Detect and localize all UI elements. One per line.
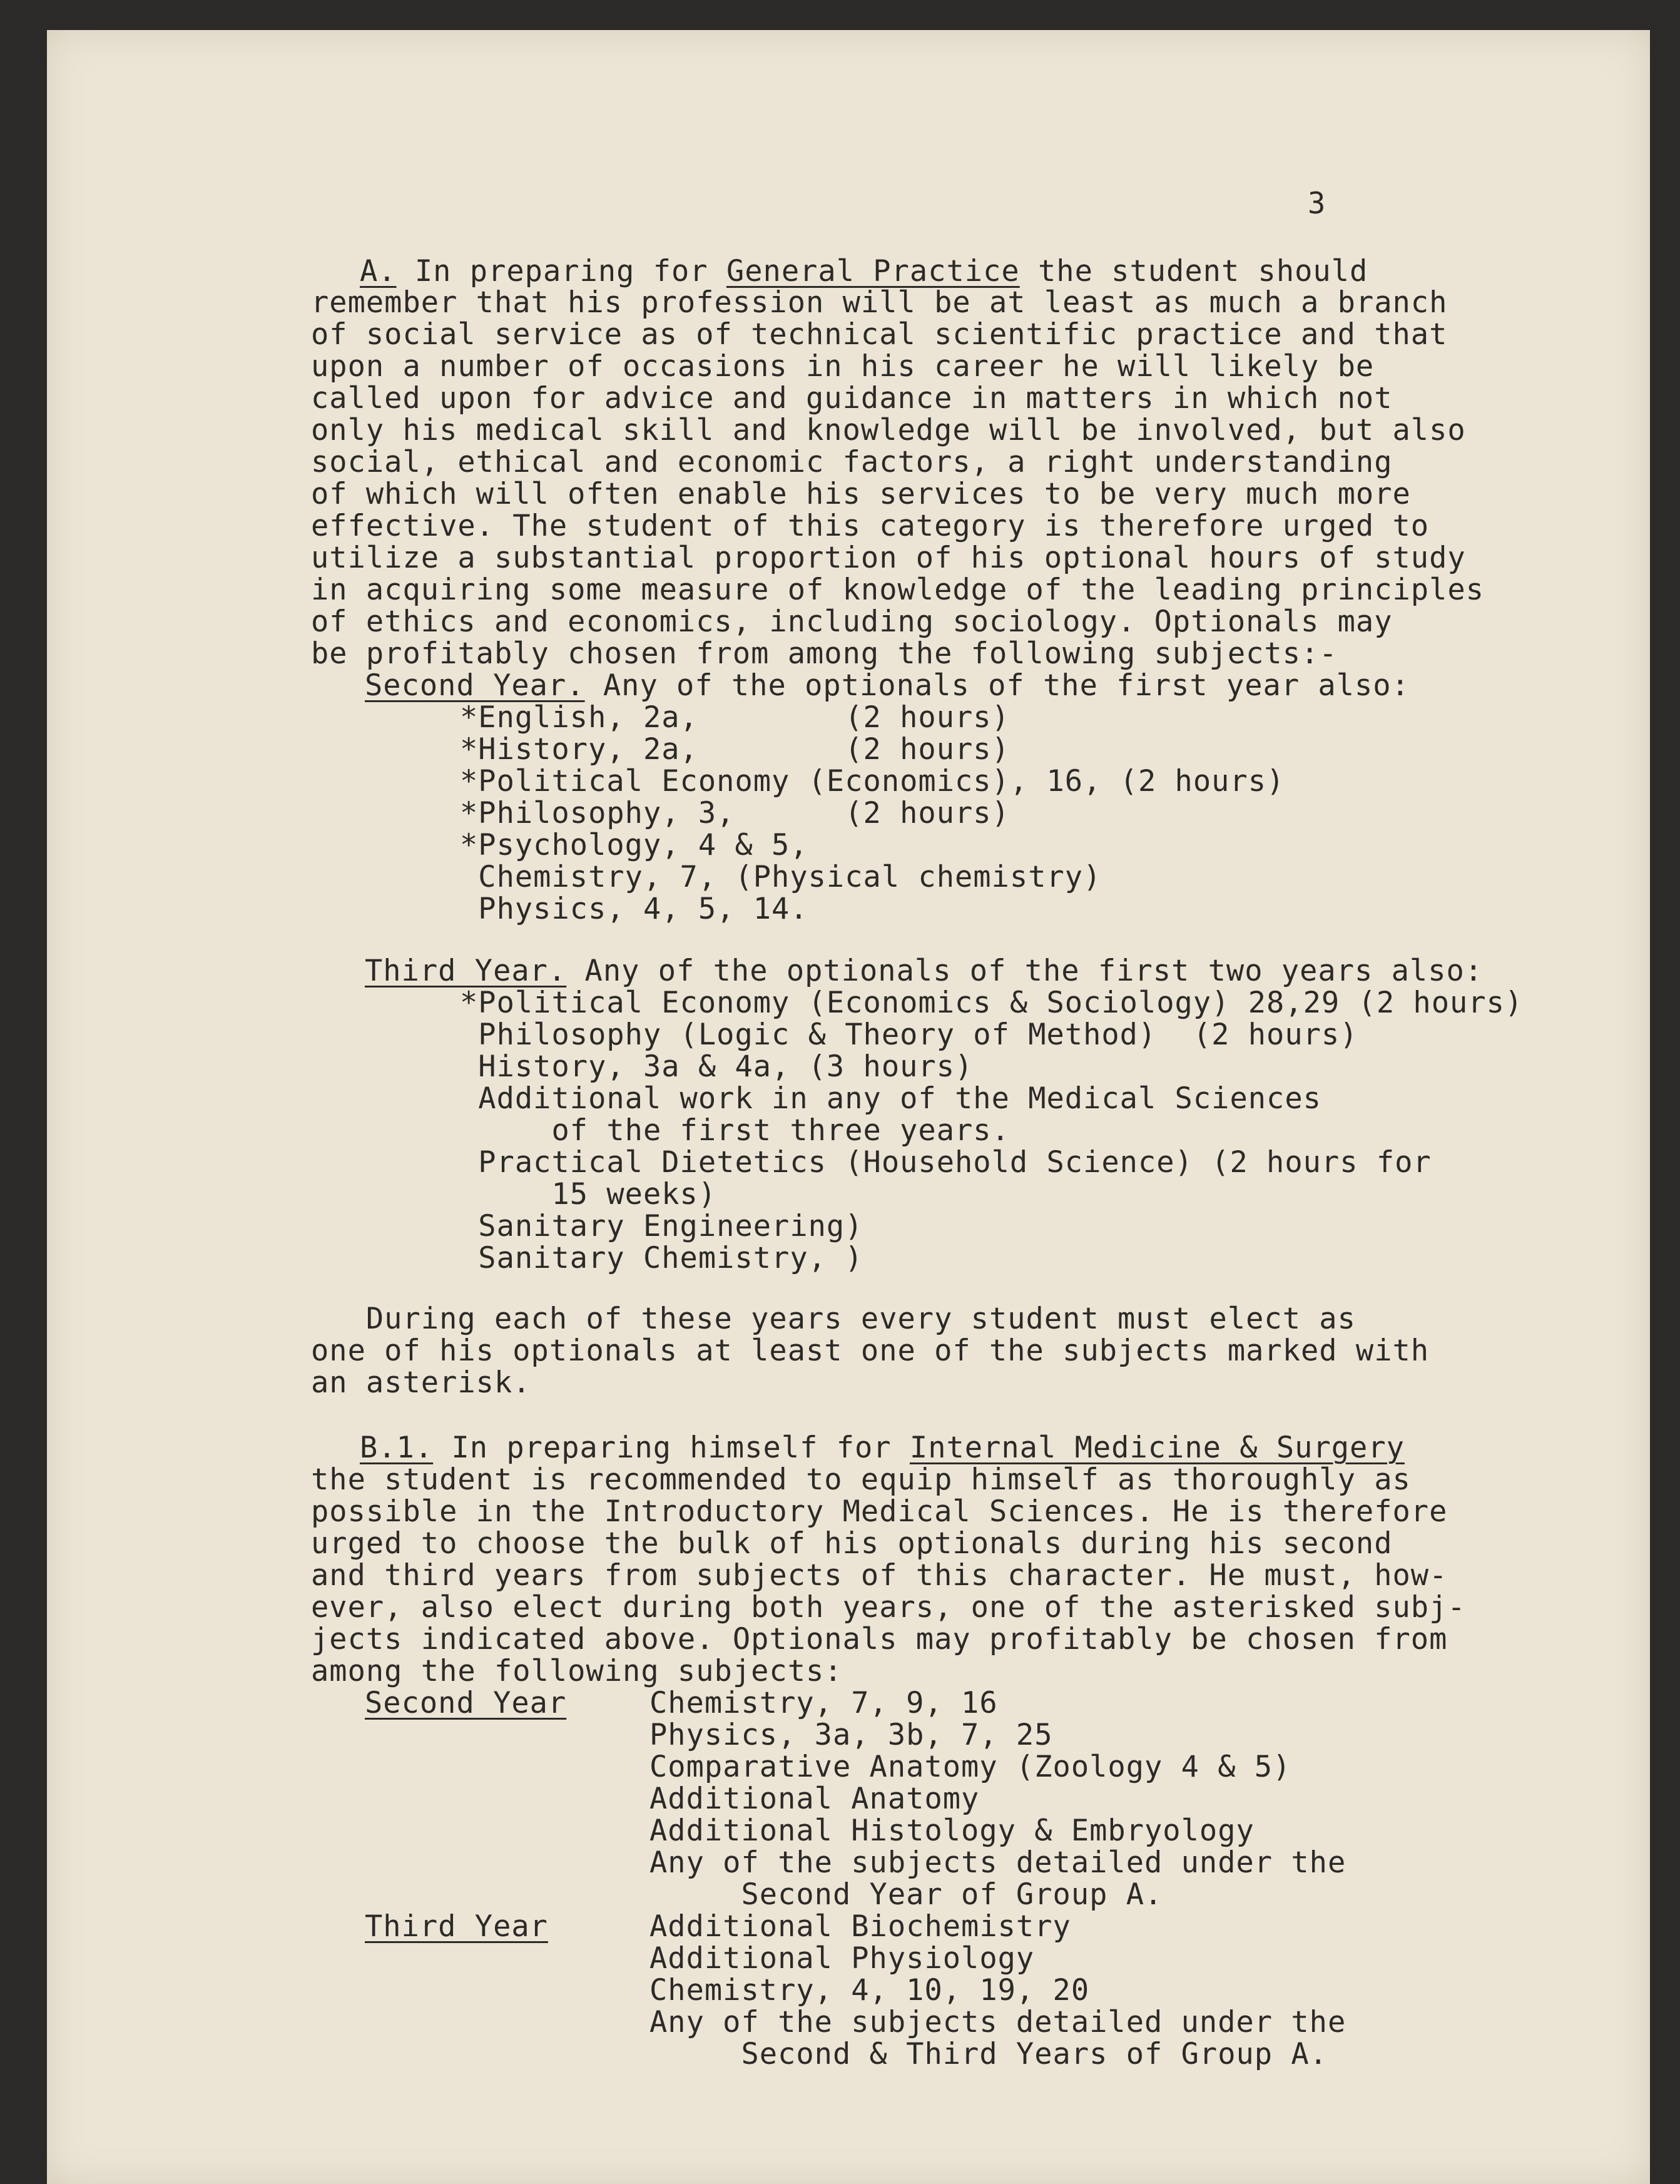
paragraph-line: possible in the Introductory Medical Sciences. He is therefore (311, 1494, 1448, 1529)
section-b1-label: B.1. (360, 1431, 434, 1465)
optional-item: *Psychology, 4 & 5, (460, 828, 808, 862)
second-year-label: Second Year. (365, 668, 585, 703)
third-year-heading-line (365, 955, 1483, 987)
optional-item: Additional Physiology (649, 1941, 1035, 1976)
paragraph-line: During each of these years every student must elect as (311, 1302, 1356, 1336)
optional-item: *History, 2a, (2 hours) (460, 732, 1010, 767)
optional-item: Sanitary Chemistry, ) (460, 1241, 863, 1275)
section-b1-heading-line (360, 1432, 1405, 1464)
optional-item: Additional work in any of the Medical Sciences (460, 1081, 1321, 1116)
optional-item: Any of the subjects detailed under the (649, 2005, 1347, 2039)
optional-item: *Political Economy (Economics), 16, (2 hours) (460, 764, 1285, 799)
paragraph-line: social, ethical and economic factors, a right understanding (311, 445, 1393, 479)
paragraph-line: effective. The student of this category is therefore urged to (311, 509, 1430, 543)
optional-item: Second & Third Years of Group A. (649, 2037, 1328, 2071)
third-year-intro: Any of the optionals of the first two years also: (566, 954, 1484, 988)
paragraph-line: be profitably chosen from among the following subjects:- (311, 636, 1338, 671)
b1-third-year-label: Third Year (365, 1909, 548, 1944)
optional-item: Additional Anatomy (649, 1782, 980, 1816)
optional-item: *Philosophy, 3, (2 hours) (460, 796, 1010, 830)
paragraph-line: remember that his profession will be at least as much a branch (311, 285, 1448, 320)
optional-item: History, 3a & 4a, (3 hours) (460, 1049, 974, 1084)
paragraph-line: the student is recommended to equip himself as thoroughly as (311, 1462, 1411, 1497)
section-b1-topic: Internal Medicine & Surgery (909, 1431, 1405, 1465)
optional-item: Comparative Anatomy (Zoology 4 & 5) (649, 1750, 1291, 1784)
optional-item: Physics, 4, 5, 14. (460, 892, 808, 926)
paragraph-line: ever, also elect during both years, one of the asterisked subj- (311, 1590, 1466, 1625)
optional-item: *English, 2a, (2 hours) (460, 700, 1010, 735)
optional-item: Chemistry, 4, 10, 19, 20 (649, 1973, 1090, 2008)
section-b1-intro-prefix: In preparing himself for (433, 1431, 910, 1465)
paragraph-line: of social service as of technical scientific practice and that (311, 317, 1448, 352)
optional-item: Additional Biochemistry (649, 1909, 1071, 1944)
second-year-intro: Any of the optionals of the first year also: (584, 668, 1410, 703)
section-a-heading-line (360, 255, 1368, 288)
paragraph-line: of which will often enable his services to be very much more (311, 477, 1411, 511)
paragraph-line: utilize a substantial proportion of his optional hours of study (311, 541, 1466, 575)
optional-item: Physics, 3a, 3b, 7, 25 (649, 1718, 1053, 1752)
paragraph-line: one of his optionals at least one of the subjects marked with (311, 1334, 1430, 1368)
section-a-topic: General Practice (726, 254, 1020, 288)
paragraph-line: jects indicated above. Optionals may profitably be chosen from (311, 1622, 1448, 1656)
optional-item: Practical Dietetics (Household Science) (2 hours for (460, 1145, 1432, 1180)
optional-item: Chemistry, 7, 9, 16 (649, 1686, 998, 1720)
optional-item: Any of the subjects detailed under the (649, 1845, 1347, 1880)
paragraph-line: an asterisk. (311, 1365, 531, 1400)
paragraph-line: urged to choose the bulk of his optionals during his second (311, 1526, 1393, 1561)
page-number: 3 (1308, 186, 1326, 221)
paragraph-line: in acquiring some measure of knowledge of the leading principles (311, 573, 1484, 607)
optional-item: 15 weeks) (460, 1177, 717, 1212)
paragraph-line: upon a number of occasions in his career he will likely be (311, 349, 1375, 384)
third-year-label: Third Year. (365, 954, 567, 988)
paragraph-line: among the following subjects: (311, 1654, 843, 1688)
optional-item: Additional Histology & Embryology (649, 1814, 1255, 1848)
optional-item: Philosophy (Logic & Theory of Method) (2 hours) (460, 1018, 1358, 1052)
paragraph-line: and third years from subjects of this character. He must, how- (311, 1558, 1448, 1593)
optional-item: Sanitary Engineering) (460, 1209, 863, 1243)
optional-item: Second Year of Group A. (649, 1877, 1163, 1912)
paragraph-line: only his medical skill and knowledge will be involved, but also (311, 413, 1466, 447)
optional-item: Chemistry, 7, (Physical chemistry) (460, 860, 1102, 894)
paragraph-line: of ethics and economics, including sociology. Optionals may (311, 605, 1393, 639)
paragraph-line: called upon for advice and guidance in matters in which not (311, 381, 1393, 416)
optional-item: *Political Economy (Economics & Sociology) 28,29 (2 hours) (460, 986, 1524, 1020)
section-a-intro-prefix: In preparing for (396, 254, 726, 288)
b1-second-year-label: Second Year (365, 1686, 567, 1720)
section-a-label: A. (360, 254, 397, 288)
section-a-intro-suffix: the student should (1019, 254, 1368, 288)
second-year-heading-line (365, 670, 1410, 702)
optional-item: of the first three years. (460, 1113, 1010, 1148)
